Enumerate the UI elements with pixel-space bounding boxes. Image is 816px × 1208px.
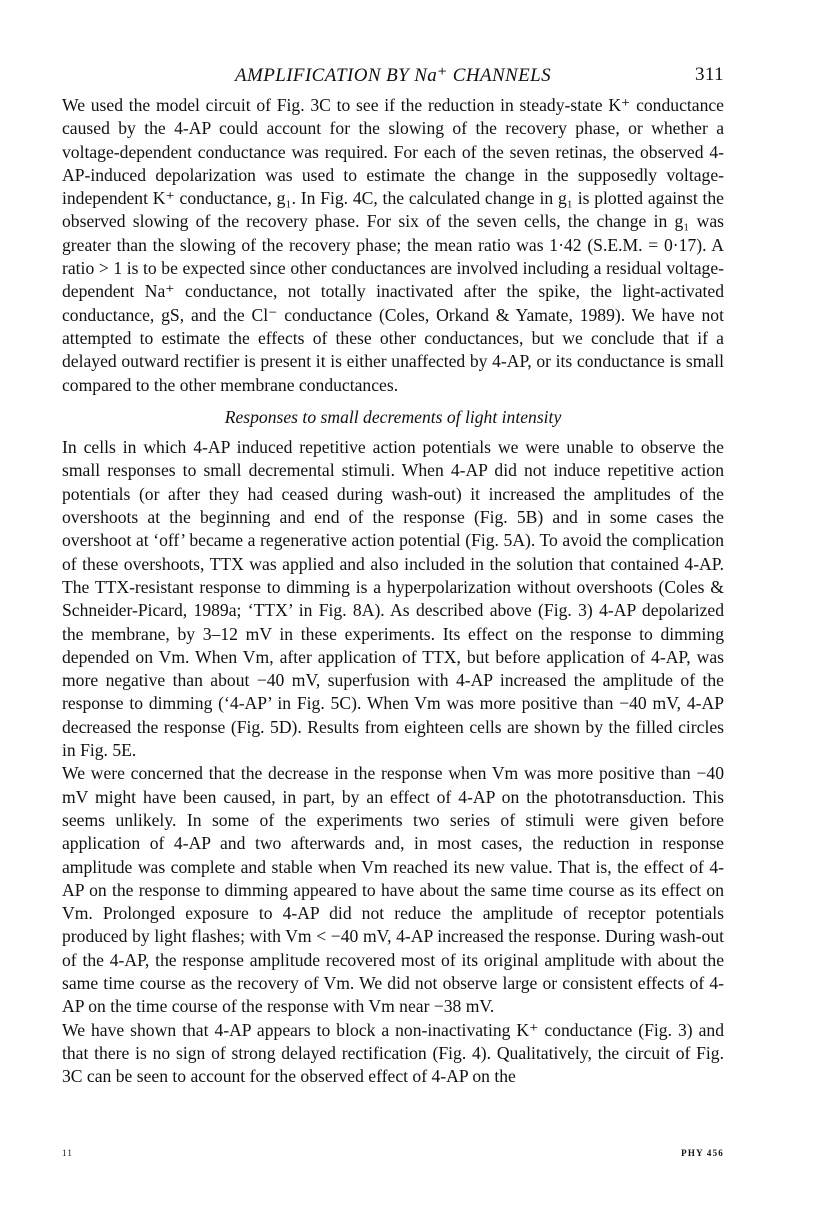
paragraph-3: We were concerned that the decrease in the response when Vm was more positive than −40 mV might have been caused, in part, by an effect of 4-AP on the phototransduction. This seems unlikely. In some of the experiments two series of stimuli were given before application of 4-AP and two afterwards and, in most cases, the reduction in response amplitude was complete and stable when Vm reached its new value. That is, the effect of 4-AP on the response to dimming appeared to have about the same time course as its effect on Vm. Prolonged exposure to 4-AP did not reduce the amplitude of receptor potentials produced by light flashes; with Vm < −40 mV, 4-AP increased the response. During wash-out of the 4-AP, the response amplitude recovered most of its original amplitude with about the same time course as the recovery of Vm. We did not observe large or consistent effects of 4-AP on the time course of the response with Vm near −38 mV. xyxy=(62,763,724,1017)
paragraph-1: We used the model circuit of Fig. 3C to see if the reduction in steady-state K⁺ conductance caused by the 4-AP could account for the slowing of the recovery phase, or whether a voltage-dependent conductance was required. For each of the seven retinas, the observed 4-AP-induced depolarization was used to estimate the change in the supposedly voltage-independent K⁺ conductance, g₁. In Fig. 4C, the calculated change in g₁ is plotted against the observed slowing of the recovery phase. For six of the seven cells, the change in g₁ was greater than the slowing of the recovery phase; the mean ratio was 1·42 (S.E.M. = 0·17). A ratio > 1 is to be expected since other conductances are involved including a residual voltage-dependent Na⁺ conductance, not totally inactivated after the spike, the light-activated conductance, gS, and the Cl⁻ conductance (Coles, Orkand & Yamate, 1989). We have not attempted to estimate the effects of these other conductances, but we conclude that if a delayed outward rectifier is present it is either unaffected by 4-AP, or its conductance is small compared to the other membrane conductances. xyxy=(62,95,724,395)
running-head xyxy=(62,64,724,94)
section-heading: Responses to small decrements of light intensity xyxy=(224,406,562,427)
paragraph-2: In cells in which 4-AP induced repetitive action potentials we were unable to observe the small responses to small decremental stimuli. When 4-AP did not induce repetitive action potentials (or after they had ceased during wash-out) it increased the amplitudes of the overshoots at the beginning and end of the response (Fig. 5B) and in some cases the overshoot at ‘off’ became a regenerative action potential (Fig. 5A). To avoid the complication of these overshoots, TTX was applied and also included in the solution that contained 4-AP. The TTX-resistant response to dimming is a hyperpolarization without overshoots (Coles & Schneider-Picard, 1989a; ‘TTX’ in Fig. 8A). As described above (Fig. 3) 4-AP depolarized the membrane, by 3–12 mV in these experiments. Its effect on the response to dimming depended on Vm. When Vm, after application of TTX, but before application of 4-AP, was more negative than about −40 mV, superfusion with 4-AP increased the amplitude of the response to dimming (‘4-AP’ in Fig. 5C). When Vm was more positive than −40 mV, 4-AP decreased the response (Fig. 5D). Results from eighteen cells are shown by the filled circles in Fig. 5E. xyxy=(62,437,724,761)
signature-mark: 11 xyxy=(62,1148,74,1158)
body-text xyxy=(62,94,724,1088)
page xyxy=(62,64,724,1088)
running-title: AMPLIFICATION BY Na⁺ CHANNELS xyxy=(235,65,551,86)
journal-code: PHY 456 xyxy=(681,1148,724,1158)
paragraph-4: We have shown that 4-AP appears to block a non-inactivating K⁺ conductance (Fig. 3) and that there is no sign of strong delayed rectification (Fig. 4). Qualitatively, the circuit of Fig. 3C can be seen to account for the observed effect of 4-AP on the xyxy=(62,1019,724,1087)
page-number: 311 xyxy=(695,64,724,85)
